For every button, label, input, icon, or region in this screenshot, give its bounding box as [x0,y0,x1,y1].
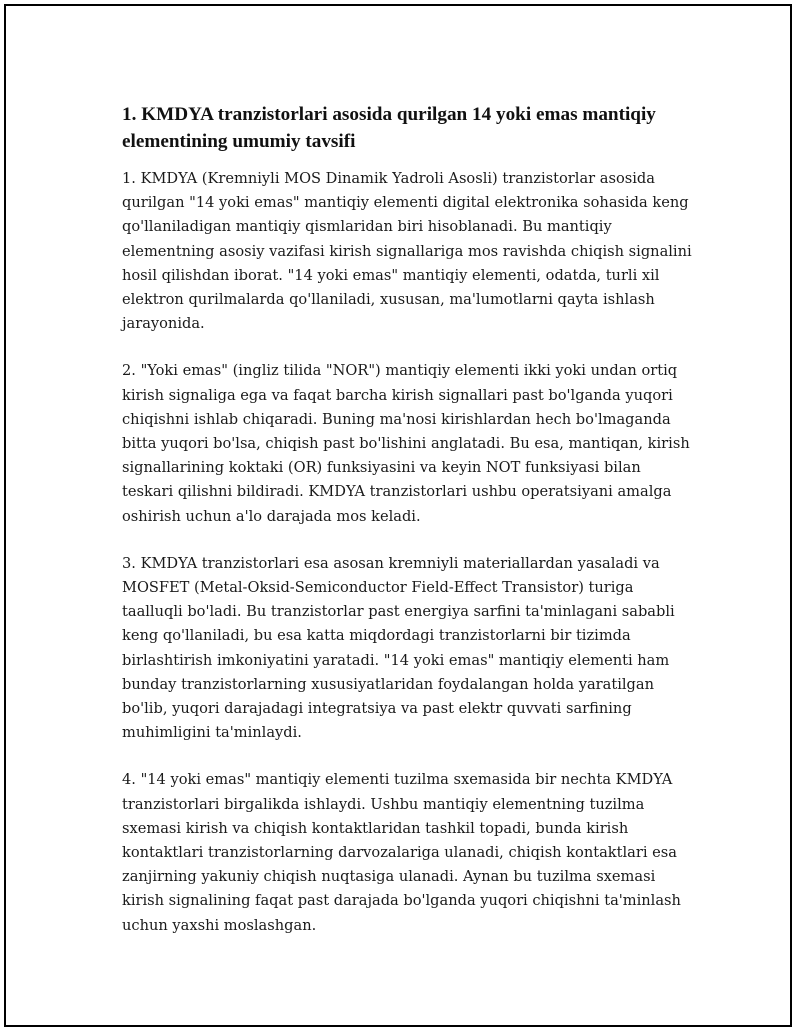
paragraph-1: 1. KMDYA (Kremniyli MOS Dinamik Yadroli Asosli) tranzistorlar asosida qurilgan "14 yoki emas" mantiqiy elementi digital elektronika sohasida keng qo'llaniladigan mantiqiy qismlaridan biri hisoblanadi. Bu mantiqiy elementning asosiy vazifasi kirish signallariga mos ravishda chiqish signalini hosil qilishdan iborat. "14 yoki emas" mantiqiy elementi, odatda, turli xil elektron qurilmalarda qo'llaniladi, xususan, ma'lumotlarni qayta ishlash jarayonida. [122,170,692,333]
paragraph-3: 3. KMDYA tranzistorlari esa asosan kremniyli materiallardan yasaladi va MOSFET (Metal-Oksid-Semiconductor Field-Effect Transistor) turiga taalluqli bo'ladi. Bu tranzistorlar past energiya sarfini ta'minlagani sababli keng qo'llaniladi, bu esa katta miqdordagi tranzistorlarni bir tizimda birlashtirish imkoniyatini yaratadi. "14 yoki emas" mantiqiy elementi ham bunday tranzistorlarning xususiyatlaridan foydalangan holda yaratilgan bo'lib, yuqori darajadagi integratsiya va past elektr quvvati sarfining muhimligini ta'minlaydi. [122,554,675,742]
paragraph-2: 2. "Yoki emas" (ingliz tilida "NOR") mantiqiy elementi ikki yoki undan ortiq kirish signaliga ega va faqat barcha kirish signallari past bo'lganda yuqori chiqishni ishlab chiqaradi. Buning ma'nosi kirishlardan hech bo'lmaganda bitta yuqori bo'lsa, chiqish past bo'lishini anglatadi. Bu esa, mantiqan, kirish signallarining koktaki (OR) funksiyasini va keyin NOT funksiyasi bilan teskari qilishni bildiradi. KMDYA tranzistorlari ushbu operatsiyani amalga oshirish uchun a'lo darajada mos keladi. [122,362,690,525]
document-heading: 1. KMDYA tranzistorlari asosida qurilgan 14 yoki emas mantiqiy elementining umumiy tavsifi [122,104,656,152]
paragraph-4: 4. "14 yoki emas" mantiqiy elementi tuzilma sxemasida bir nechta KMDYA tranzistorlari birgalikda ishlaydi. Ushbu mantiqiy elementning tuzilma sxemasi kirish va chiqish kontaktlaridan tashkil topadi, bunda kirish kontaktlari tranzistorlarning darvozalariga ulanadi, chiqish kontaktlari esa zanjirning yakuniy chiqish nuqtasiga ulanadi. Aynan bu tuzilma sxemasi kirish signalining faqat past darajada bo'lganda yuqori chiqishni ta'minlash uchun yaxshi moslashgan. [122,771,681,934]
document-body [122,101,694,961]
page-frame [4,4,792,1027]
